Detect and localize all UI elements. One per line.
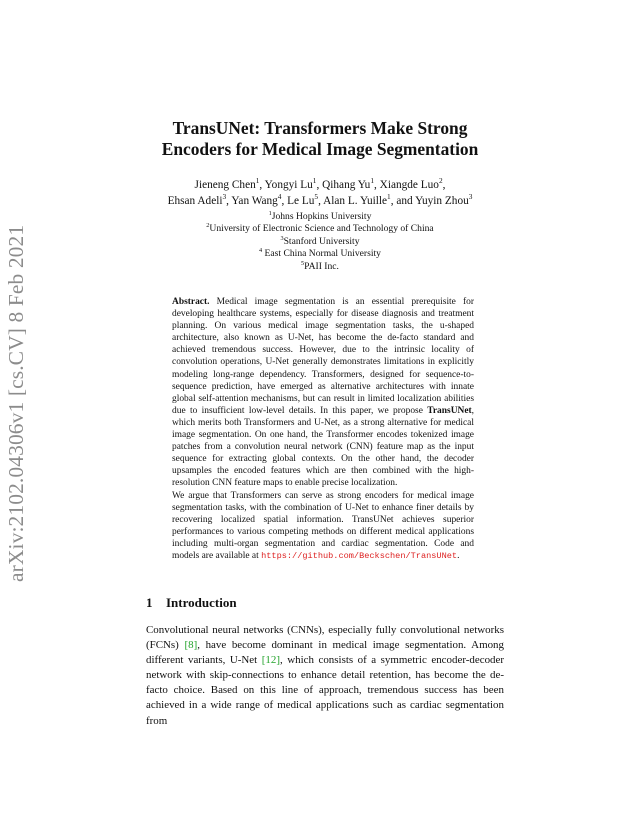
author-name: Jieneng Chen <box>194 179 256 191</box>
affiliation-name: University of Electronic Science and Technology of China <box>209 223 434 235</box>
author-name: Alan L. Yuille <box>323 195 388 207</box>
author-list <box>0 177 640 209</box>
citation-link[interactable]: [8] <box>184 639 198 652</box>
author-conjunction: and <box>396 195 413 207</box>
author-affiliation-mark: 5 <box>314 192 319 202</box>
affiliation-list <box>0 211 640 273</box>
abstract-label: Abstract. <box>172 297 210 307</box>
abstract-paragraph-2 <box>172 490 474 563</box>
author-name: Ehsan Adeli <box>167 195 223 207</box>
affiliation-item <box>0 248 640 260</box>
author-line-2: Ehsan Adeli$^3$, Yan Wang$^4$, Le Lu$^5$, Alan L. Yuille$^1$, and Yuyin Zhou$^3$ <box>167 192 473 207</box>
author-affiliation-mark: 4 <box>277 192 282 202</box>
arxiv-identifier: arXiv:2102.04306v1 [cs.CV] 8 Feb 2021 <box>4 224 28 582</box>
affiliation-item <box>0 236 640 248</box>
author-affiliation-mark: 2 <box>438 176 443 186</box>
author-name: Le Lu <box>287 195 315 207</box>
code-link[interactable]: https://github.com/Beckschen/TransUNet <box>261 550 458 561</box>
intro-text: Convolutional neural networks (CNNs), especially fully convolutional networks (FCNs) <box>146 624 504 652</box>
method-name: TransUNet <box>427 405 472 416</box>
author-name: Yongyi Lu <box>264 179 313 191</box>
abstract-text: . <box>457 550 460 561</box>
affiliation-item <box>0 223 640 235</box>
introduction-body <box>146 623 504 729</box>
author-affiliation-mark: 1 <box>387 192 391 202</box>
author-name: Yan Wang <box>231 195 278 207</box>
section-number: 1 <box>146 595 153 610</box>
author-affiliation-mark: 3 <box>222 192 227 202</box>
author-affiliation-mark: 1 <box>370 176 374 186</box>
abstract-text: Medical image segmentation is an essential prerequisite for developing healthcare systems, especially for disease diagnosis and treatment planning. On various medical image segmentation tasks, the u-shaped architecture, also known as U-Net, has become the de-facto standard and achieved tremendous success. However, due to the intrinsic locality of convolution operations, U-Net generally demonstrates limitations in explicitly modeling long-range dependency. Transformers, designed for sequence-to-sequence prediction, have emerged as alternative architectures with innate global self-attention mechanisms, but can result in limited localization abilities due to insufficient low-level details. In this paper, we propose <box>172 297 474 416</box>
affiliation-name: PAII Inc. <box>304 260 339 272</box>
intro-text: , have become dominant in medical image segmentation. Among different variants, U-Net <box>146 639 504 667</box>
author-name: Yuyin Zhou <box>415 195 469 207</box>
section-title: Introduction <box>166 595 237 610</box>
affiliation-name: Johns Hopkins University <box>271 211 372 222</box>
affiliation-number: 5 <box>301 259 305 267</box>
affiliation-name: East China Normal University <box>262 248 381 260</box>
abstract-text: We argue that Transformers can serve as strong encoders for medical image segmentation tasks, with the combination of U-Net to enhance finer details by recovering localized spatial information. TransUNet achieves superior performances to various competing methods on different medical applications including multi-organ segmentation and cardiac segmentation. Code and models are available at <box>172 490 474 561</box>
affiliation-number: 1 <box>268 209 272 217</box>
affiliation-name: Stanford University <box>283 235 360 247</box>
affiliation-number: 4 <box>259 247 263 255</box>
paper-title <box>0 118 640 160</box>
intro-text: , which consists of a symmetric encoder-decoder network with skip-connections to enhance detail retention, has become the de-facto choice. Based on this line of approach, tremendous success has been achieved in a wide range of medical applications such as cardiac segmentation from <box>146 654 505 727</box>
author-line-1: Jieneng Chen$^1$, Yongyi Lu$^1$, Qihang Yu$^1$, Xiangde Luo$^2$, <box>194 176 446 191</box>
title-line-2: Encoders for Medical Image Segmentation <box>161 139 479 159</box>
author-name: Xiangde Luo <box>379 179 439 191</box>
title-line-1: TransUNet: Transformers Make Strong <box>172 118 468 138</box>
affiliation-number: 2 <box>206 222 210 230</box>
section-heading <box>146 595 237 611</box>
affiliation-item <box>0 211 640 223</box>
author-affiliation-mark: 1 <box>312 176 317 186</box>
intro-paragraph <box>146 623 504 729</box>
author-affiliation-mark: 3 <box>468 192 473 202</box>
author-name: Qihang Yu <box>322 179 371 191</box>
abstract-text: , which merits both Transformers and U-Net, as a strong alternative for medical image segmentation. On one hand, the Transformer encodes tokenized image patches from a convolution neural network (CNN) feature map as the input sequence for extracting global contexts. On the other hand, the decoder upsamples the encoded features which are then combined with the high-resolution CNN feature maps to enable precise localization. <box>172 405 475 489</box>
affiliation-number: 3 <box>280 234 284 242</box>
affiliation-item <box>0 261 640 273</box>
abstract-paragraph-1 <box>172 296 474 490</box>
author-affiliation-mark: 1 <box>255 176 260 186</box>
citation-link[interactable]: [12] <box>261 654 280 667</box>
abstract <box>172 296 474 562</box>
